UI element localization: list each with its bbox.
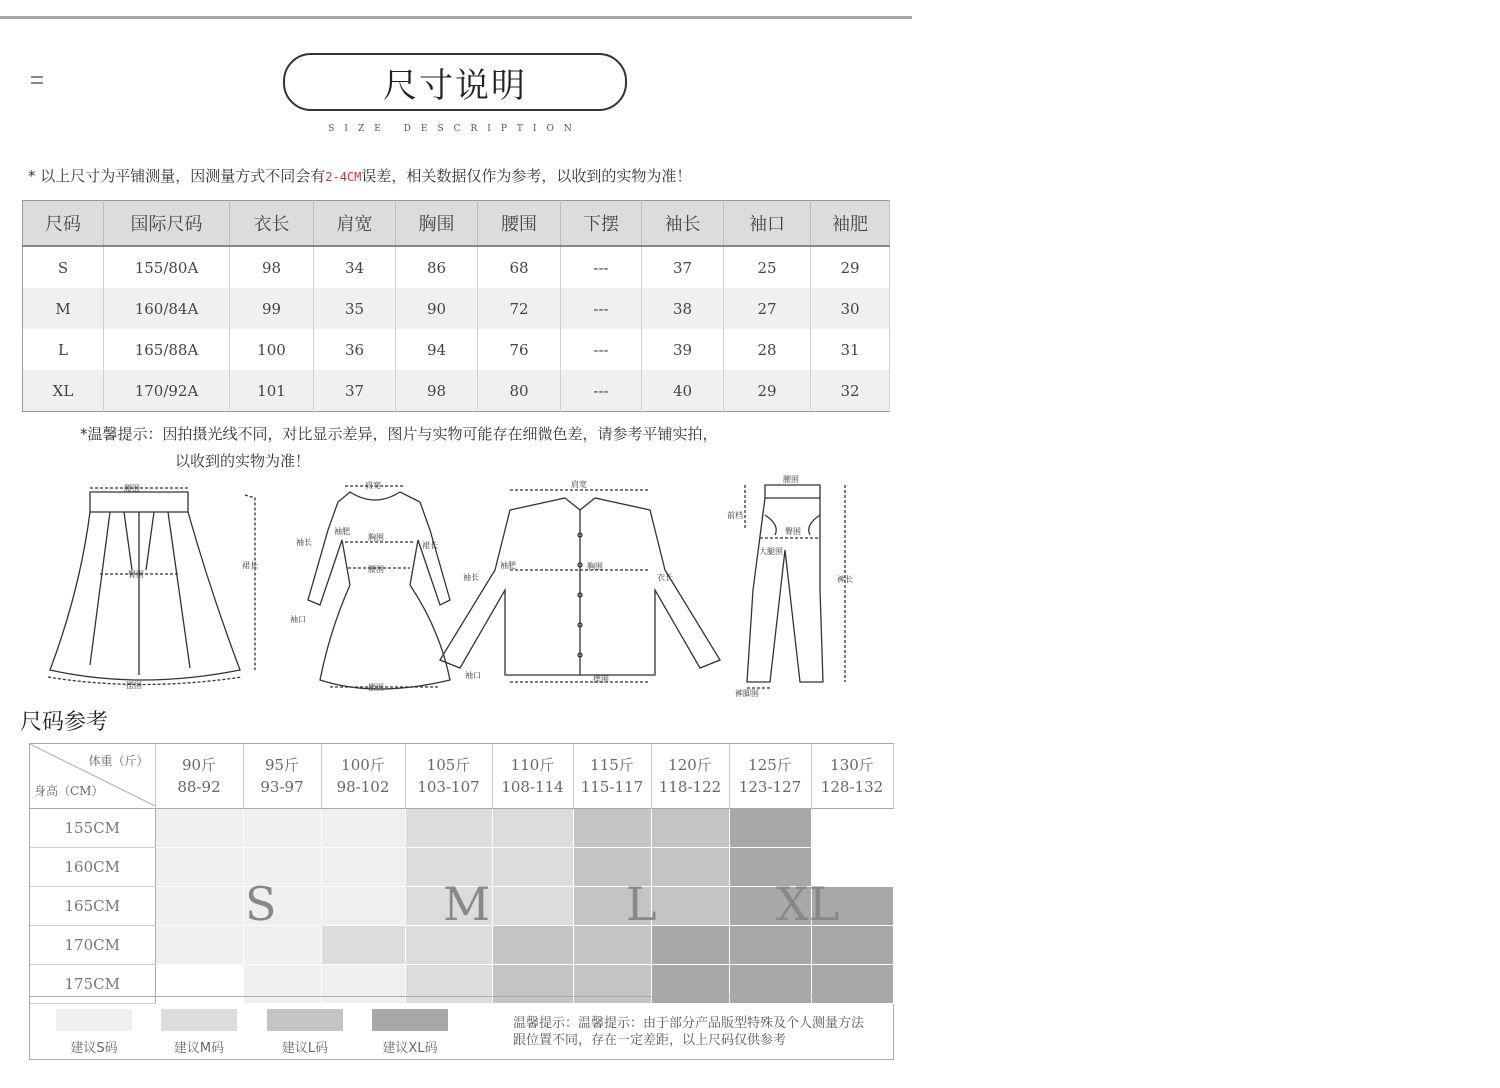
dress-label-chest: 胸围 (368, 533, 384, 542)
dress-label-bicep: 袖肥 (334, 527, 350, 536)
weight-label: 95斤 (264, 756, 300, 774)
table-cell: 98 (396, 370, 478, 412)
table-row (23, 329, 890, 370)
table-cell: 170/92A (104, 370, 230, 412)
pants-label-thigh: 大腿围 (759, 547, 783, 556)
legend-item-l (267, 1009, 343, 1056)
header-cell: 袖肥 (811, 201, 890, 247)
grid-cell (651, 848, 729, 887)
weight-header (651, 744, 729, 809)
grid-cell (729, 926, 811, 965)
grid-cell (811, 926, 893, 965)
legend-label: 建议M码 (173, 1041, 225, 1056)
grid-cell (321, 809, 405, 848)
grid-cell (492, 887, 573, 926)
table-cell: 30 (811, 288, 890, 329)
grid-cell (651, 809, 729, 848)
table-row (23, 288, 890, 329)
weight-header (573, 744, 651, 809)
color-note (80, 421, 860, 475)
weight-label: 100斤 (341, 756, 385, 774)
legend-swatch (56, 1009, 132, 1031)
table-cell: XL (23, 370, 104, 412)
shirt-label-bicep: 袖肥 (500, 561, 516, 570)
table-cell: 38 (642, 288, 724, 329)
grid-cell (321, 926, 405, 965)
grid-cell (243, 809, 321, 848)
dress-label-waist: 腰围 (368, 565, 384, 574)
weight-header (321, 744, 405, 809)
top-divider (0, 16, 912, 19)
dress-label-cuff: 袖口 (290, 615, 306, 624)
grid-cell (729, 809, 811, 848)
table-cell: 72 (478, 288, 561, 329)
table-cell: S (23, 246, 104, 288)
header-cell: 衣长 (230, 201, 314, 247)
zone-label-xl: XL (776, 877, 840, 931)
dress-label-sleeve: 袖长 (296, 538, 312, 547)
grid-cell (155, 809, 243, 848)
size-reference-title: 尺码参考 (20, 710, 109, 735)
weight-header (405, 744, 492, 809)
table-cell: 99 (230, 288, 314, 329)
weight-range: 128-132 (820, 778, 884, 796)
table-cell: 31 (811, 329, 890, 370)
weight-range: 115-117 (580, 778, 644, 796)
table-row (23, 370, 890, 412)
zone-label-l: L (626, 877, 657, 931)
grid-cell (573, 926, 651, 965)
skirt-label-hem: 摆围 (126, 681, 142, 690)
table-cell: 37 (642, 246, 724, 288)
shirt-label-sleeve: 袖长 (463, 573, 479, 582)
table-cell: 35 (314, 288, 396, 329)
grid-cell (321, 848, 405, 887)
header-cell: 尺码 (23, 201, 104, 247)
skirt-label-length: 裙长 (242, 561, 258, 570)
height-label: 175CM (30, 965, 155, 1004)
table-cell: 90 (396, 288, 478, 329)
height-label: 170CM (30, 926, 155, 965)
legend-label: 建议XL码 (382, 1041, 438, 1056)
table-cell: 29 (724, 370, 811, 412)
shirt-diagram (440, 479, 720, 684)
table-cell: 36 (314, 329, 396, 370)
table-cell: 94 (396, 329, 478, 370)
weight-range: 93-97 (260, 778, 304, 796)
header-cell: 袖口 (724, 201, 811, 247)
table-cell: 100 (230, 329, 314, 370)
measurement-note (28, 165, 691, 186)
grid-cell (405, 809, 492, 848)
weight-header (811, 744, 893, 809)
table-row (23, 246, 890, 288)
table-cell: 25 (724, 246, 811, 288)
weight-header-row (30, 744, 893, 809)
height-row (30, 809, 893, 848)
dress-diagram (290, 480, 450, 692)
legend-label: 建议L码 (281, 1041, 329, 1056)
skirt-diagram (48, 484, 258, 690)
table-cell: --- (561, 370, 642, 412)
table-cell: --- (561, 288, 642, 329)
pants-label-hem: 裤脚围 (735, 689, 759, 698)
weight-label: 120斤 (668, 756, 712, 774)
grid-cell (155, 887, 243, 926)
legend-swatch (161, 1009, 237, 1031)
grid-cell (405, 926, 492, 965)
weight-header (492, 744, 573, 809)
weight-label: 130斤 (830, 756, 874, 774)
grid-cell (155, 848, 243, 887)
shirt-label-shoulder: 肩宽 (571, 480, 587, 489)
zone-label-s: S (245, 877, 277, 931)
weight-header (729, 744, 811, 809)
shirt-label-chest: 胸围 (587, 562, 603, 571)
size-table-header (23, 201, 890, 247)
page-subtitle: SIZE DESCRIPTION (328, 124, 582, 134)
size-table (22, 200, 890, 412)
table-cell: 98 (230, 246, 314, 288)
table-cell: 155/80A (104, 246, 230, 288)
reference-table (30, 744, 894, 1004)
pants-label-length: 裤长 (837, 575, 853, 584)
color-note-line2: 以收到的实物为准！ (175, 452, 311, 470)
table-cell: M (23, 288, 104, 329)
shirt-label-length: 衣长 (657, 573, 673, 582)
table-cell: 40 (642, 370, 724, 412)
skirt-label-waist: 腰围 (124, 484, 140, 493)
header-cell: 袖长 (642, 201, 724, 247)
header-cell: 腰围 (478, 201, 561, 247)
grid-cell (573, 809, 651, 848)
measurement-note-highlight: 2-4CM (325, 170, 362, 184)
table-cell: 28 (724, 329, 811, 370)
table-cell: 29 (811, 246, 890, 288)
pants-label-waist: 腰围 (783, 475, 799, 484)
dress-label-hem: 摆围 (368, 683, 384, 692)
color-note-line1: *温馨提示：因拍摄光线不同，对比显示差异，图片与实物可能存在细微色差，请参考平铺实拍， (80, 425, 718, 443)
table-cell: 165/88A (104, 329, 230, 370)
grid-cell (243, 926, 321, 965)
header-cell: 肩宽 (314, 201, 396, 247)
weight-range: 123-127 (738, 778, 802, 796)
grid-cell (651, 887, 729, 926)
grid-cell (492, 809, 573, 848)
header-cell: 胸围 (396, 201, 478, 247)
height-label: 155CM (30, 809, 155, 848)
height-label: 160CM (30, 848, 155, 887)
size-legend (30, 996, 893, 1060)
table-cell: 27 (724, 288, 811, 329)
weight-header (243, 744, 321, 809)
size-reference-grid (29, 743, 894, 1060)
grid-cell (155, 926, 243, 965)
weight-label: 125斤 (748, 756, 792, 774)
table-cell: 160/84A (104, 288, 230, 329)
pants-label-rise: 前档 (727, 511, 743, 520)
weight-label: 90斤 (181, 756, 217, 774)
weight-range: 118-122 (658, 778, 722, 796)
pants-label-hip: 臀围 (785, 527, 801, 536)
table-cell: 32 (811, 370, 890, 412)
measurement-note-before: * 以上尺寸为平铺测量，因测量方式不同会有 (28, 167, 326, 185)
skirt-label-hip: 臀围 (128, 570, 144, 579)
table-cell: --- (561, 329, 642, 370)
weight-label: 105斤 (426, 756, 471, 774)
table-cell: 101 (230, 370, 314, 412)
legend-swatch (267, 1009, 343, 1031)
header-cell: 国际尺码 (104, 201, 230, 247)
weight-label: 115斤 (590, 756, 634, 774)
height-label: 165CM (30, 887, 155, 926)
table-cell: 76 (478, 329, 561, 370)
legend-note: 温馨提示：温馨提示：由于部分产品版型特殊及个人测量方法跟位置不同，存在一定差距，以上尺码仅供参考 (513, 1016, 865, 1048)
shirt-label-cuff: 袖口 (465, 671, 481, 680)
weight-label: 110斤 (510, 756, 555, 774)
corner-height-label: 身高（CM） (34, 784, 104, 798)
table-cell: 39 (642, 329, 724, 370)
page-title: 尺寸说明 (283, 53, 627, 111)
weight-range: 98-102 (336, 778, 390, 796)
menu-icon[interactable] (31, 76, 45, 90)
header-cell: 下摆 (561, 201, 642, 247)
grid-cell (492, 848, 573, 887)
table-cell: 34 (314, 246, 396, 288)
table-cell: 37 (314, 370, 396, 412)
zone-label-m: M (443, 877, 491, 931)
legend-item-m (161, 1009, 237, 1056)
table-cell: L (23, 329, 104, 370)
dress-label-shoulder: 肩宽 (365, 481, 381, 490)
legend-item-s (56, 1009, 132, 1056)
table-cell: 80 (478, 370, 561, 412)
height-row (30, 926, 893, 965)
weight-range: 108-114 (501, 778, 564, 796)
legend-swatch (372, 1009, 448, 1031)
pants-diagram (727, 475, 853, 698)
grid-cell (492, 926, 573, 965)
garment-diagrams (40, 470, 890, 702)
grid-cell (651, 926, 729, 965)
measurement-note-after: 误差，相关数据仅作为参考，以收到的实物为准！ (361, 167, 692, 185)
legend-item-xl (372, 1009, 448, 1056)
table-cell: 86 (396, 246, 478, 288)
table-cell: --- (561, 246, 642, 288)
legend-label: 建议S码 (70, 1041, 118, 1056)
corner-cell (30, 744, 155, 809)
grid-cell (811, 809, 893, 848)
shirt-label-hem: 摆围 (593, 675, 609, 684)
weight-range: 103-107 (417, 778, 480, 796)
grid-cell (321, 887, 405, 926)
weight-header (155, 744, 243, 809)
table-cell: 68 (478, 246, 561, 288)
weight-range: 88-92 (177, 778, 221, 796)
dress-label-length: 裙长 (422, 541, 438, 550)
corner-weight-label: 体重（斤） (88, 754, 149, 768)
